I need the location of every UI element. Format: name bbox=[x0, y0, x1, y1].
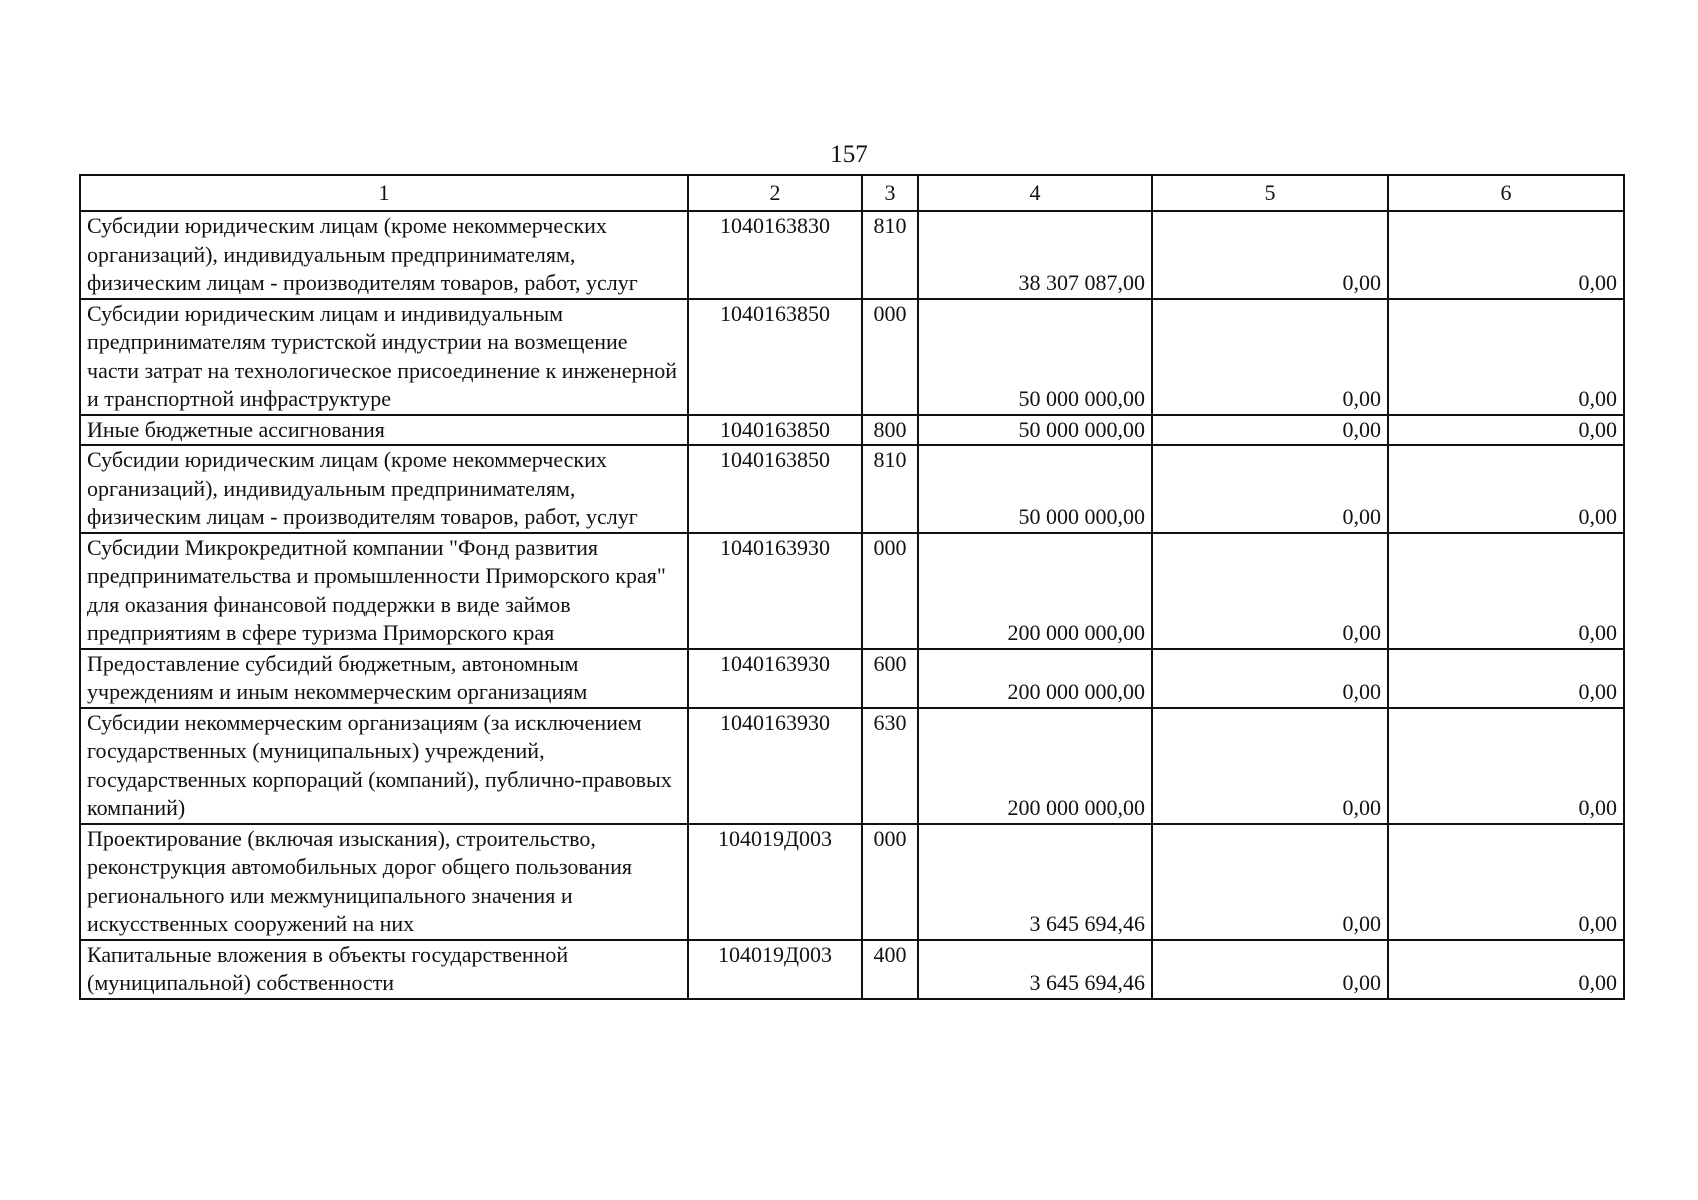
amount: 50 000 000,00 bbox=[918, 415, 1152, 446]
table-row bbox=[80, 940, 1624, 999]
table-row bbox=[80, 211, 1624, 299]
target-code: 1040163850 bbox=[688, 445, 862, 533]
amount-col6: 0,00 bbox=[1388, 299, 1624, 415]
amount-col5: 0,00 bbox=[1152, 211, 1388, 299]
column-header: 2 bbox=[688, 175, 862, 211]
amount-col5: 0,00 bbox=[1152, 940, 1388, 999]
expense-type-code: 630 bbox=[862, 708, 918, 824]
amount-col5: 0,00 bbox=[1152, 708, 1388, 824]
target-code: 1040163850 bbox=[688, 415, 862, 446]
table-header-row bbox=[80, 175, 1624, 211]
budget-table bbox=[79, 174, 1625, 1000]
item-name: Капитальные вложения в объекты государственной (муниципальной) собственности bbox=[80, 940, 688, 999]
amount-col5: 0,00 bbox=[1152, 533, 1388, 649]
amount-col6: 0,00 bbox=[1388, 415, 1624, 446]
item-name: Субсидии Микрокредитной компании "Фонд развития предпринимательства и промышленности Приморского края" для оказания финансовой поддержки в виде займов предприятиям в сфере туризма Приморского края bbox=[80, 533, 688, 649]
amount: 38 307 087,00 bbox=[918, 211, 1152, 299]
table-row bbox=[80, 824, 1624, 940]
expense-type-code: 810 bbox=[862, 445, 918, 533]
amount-col5: 0,00 bbox=[1152, 299, 1388, 415]
amount: 50 000 000,00 bbox=[918, 299, 1152, 415]
amount-col6: 0,00 bbox=[1388, 649, 1624, 708]
page-number: 157 bbox=[830, 141, 868, 168]
column-header: 3 bbox=[862, 175, 918, 211]
amount-col6: 0,00 bbox=[1388, 824, 1624, 940]
amount-col6: 0,00 bbox=[1388, 533, 1624, 649]
target-code: 1040163930 bbox=[688, 649, 862, 708]
expense-type-code: 600 bbox=[862, 649, 918, 708]
amount: 3 645 694,46 bbox=[918, 824, 1152, 940]
amount-col6: 0,00 bbox=[1388, 940, 1624, 999]
item-name: Субсидии юридическим лицам (кроме некоммерческих организаций), индивидуальным предпринимателям, физическим лицам - производителям товаров, работ, услуг bbox=[80, 211, 688, 299]
amount: 200 000 000,00 bbox=[918, 533, 1152, 649]
amount: 200 000 000,00 bbox=[918, 708, 1152, 824]
expense-type-code: 000 bbox=[862, 299, 918, 415]
table-row bbox=[80, 649, 1624, 708]
expense-type-code: 800 bbox=[862, 415, 918, 446]
amount-col5: 0,00 bbox=[1152, 649, 1388, 708]
item-name: Предоставление субсидий бюджетным, автономным учреждениям и иным некоммерческим организациям bbox=[80, 649, 688, 708]
table-row bbox=[80, 445, 1624, 533]
expense-type-code: 000 bbox=[862, 533, 918, 649]
target-code: 1040163930 bbox=[688, 708, 862, 824]
target-code: 1040163930 bbox=[688, 533, 862, 649]
target-code: 104019Д003 bbox=[688, 824, 862, 940]
amount-col6: 0,00 bbox=[1388, 708, 1624, 824]
amount: 200 000 000,00 bbox=[918, 649, 1152, 708]
column-header: 5 bbox=[1152, 175, 1388, 211]
item-name: Субсидии некоммерческим организациям (за исключением государственных (муниципальных) учреждений, государственных корпораций (компаний), публично-правовых компаний) bbox=[80, 708, 688, 824]
expense-type-code: 810 bbox=[862, 211, 918, 299]
amount-col5: 0,00 bbox=[1152, 415, 1388, 446]
amount-col6: 0,00 bbox=[1388, 445, 1624, 533]
amount-col5: 0,00 bbox=[1152, 824, 1388, 940]
item-name: Проектирование (включая изыскания), строительство, реконструкция автомобильных дорог общего пользования регионального или межмуниципального значения и искусственных сооружений на них bbox=[80, 824, 688, 940]
item-name: Субсидии юридическим лицам и индивидуальным предпринимателям туристской индустрии на возмещение части затрат на технологическое присоединение к инженерной и транспортной инфраструктуре bbox=[80, 299, 688, 415]
table-row bbox=[80, 299, 1624, 415]
column-header: 4 bbox=[918, 175, 1152, 211]
table-row bbox=[80, 533, 1624, 649]
target-code: 1040163850 bbox=[688, 299, 862, 415]
amount: 50 000 000,00 bbox=[918, 445, 1152, 533]
item-name: Иные бюджетные ассигнования bbox=[80, 415, 688, 446]
table-row bbox=[80, 708, 1624, 824]
target-code: 1040163830 bbox=[688, 211, 862, 299]
expense-type-code: 400 bbox=[862, 940, 918, 999]
amount: 3 645 694,46 bbox=[918, 940, 1152, 999]
table-row bbox=[80, 415, 1624, 446]
amount-col6: 0,00 bbox=[1388, 211, 1624, 299]
column-header: 1 bbox=[80, 175, 688, 211]
column-header: 6 bbox=[1388, 175, 1624, 211]
target-code: 104019Д003 bbox=[688, 940, 862, 999]
item-name: Субсидии юридическим лицам (кроме некоммерческих организаций), индивидуальным предпринимателям, физическим лицам - производителям товаров, работ, услуг bbox=[80, 445, 688, 533]
amount-col5: 0,00 bbox=[1152, 445, 1388, 533]
expense-type-code: 000 bbox=[862, 824, 918, 940]
